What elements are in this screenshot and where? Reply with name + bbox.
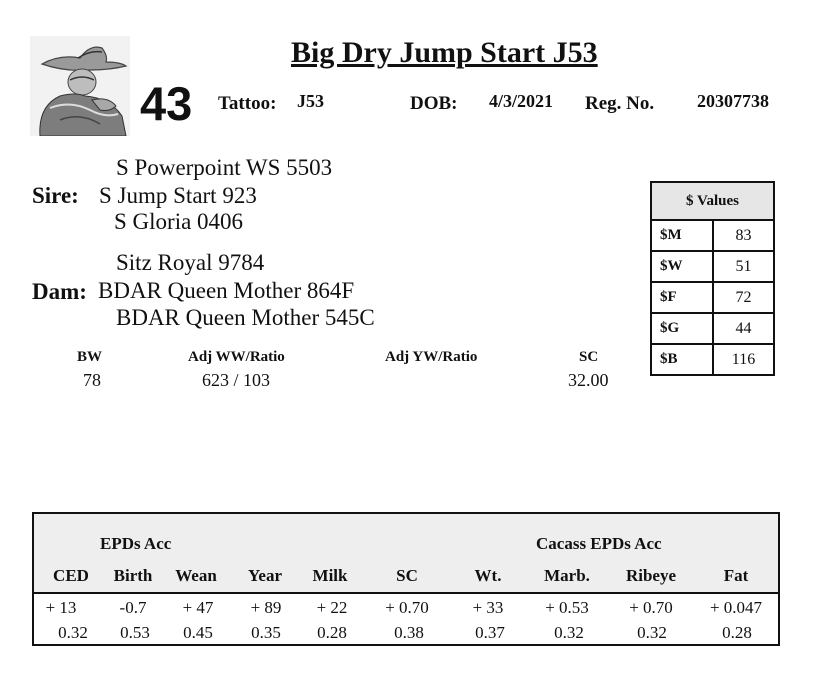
epd-column-header: Marb.	[544, 566, 590, 585]
sire-name: S Jump Start 923	[99, 183, 257, 208]
sire-label: Sire:	[32, 183, 79, 208]
epd-accuracy: 0.37	[475, 623, 505, 642]
epd-accuracy: 0.32	[554, 623, 584, 642]
dollar-value: 44	[713, 313, 774, 344]
epd-value: + 22	[316, 598, 348, 617]
animal-name-title: Big Dry Jump Start J53	[291, 36, 598, 69]
table-row	[651, 344, 774, 375]
epd-value: + 33	[472, 598, 504, 617]
table-row	[651, 251, 774, 282]
reg-no-value: 20307738	[697, 91, 769, 111]
epd-column-header: CED	[53, 566, 89, 585]
dollar-values-table	[650, 181, 775, 376]
dob-value: 4/3/2021	[489, 91, 554, 111]
dollar-value: 72	[713, 282, 774, 313]
epd-accuracy: 0.28	[722, 623, 752, 642]
epd-column-header: Ribeye	[625, 566, 677, 585]
epd-column-header: SC	[396, 566, 418, 585]
epd-column-header: Birth	[113, 566, 153, 585]
dollar-value: 83	[713, 220, 774, 251]
dollar-value-label: $G	[651, 313, 713, 344]
adj-yw-label: Adj YW/Ratio	[385, 349, 478, 365]
dollar-value-label: $F	[651, 282, 713, 313]
dollar-value-label: $B	[651, 344, 713, 375]
epd-value: + 0.53	[545, 598, 589, 617]
dam-sire-name: Sitz Royal 9784	[116, 250, 265, 275]
epd-group-label: EPDs Acc	[100, 534, 172, 553]
epd-accuracy: 0.45	[183, 623, 213, 642]
epd-value: + 89	[250, 598, 282, 617]
epd-column-header: Year	[248, 566, 282, 585]
tattoo-value: J53	[297, 91, 324, 111]
adj-ww-value: 623 / 103	[202, 370, 271, 390]
epd-column-header: Wt.	[474, 566, 502, 585]
bw-value: 78	[83, 370, 101, 390]
bw-label: BW	[77, 349, 103, 365]
epd-table	[32, 512, 780, 646]
sire-dam-name: S Gloria 0406	[114, 209, 244, 234]
epd-accuracy: 0.53	[120, 623, 150, 642]
dob-label: DOB:	[410, 93, 458, 114]
table-row	[651, 282, 774, 313]
dollar-value-label: $M	[651, 220, 713, 251]
epd-table-header	[34, 514, 778, 594]
dam-label: Dam:	[32, 279, 87, 304]
epd-accuracy: 0.32	[637, 623, 667, 642]
dam-name: BDAR Queen Mother 864F	[98, 278, 355, 303]
epd-column-header: Milk	[312, 566, 348, 585]
adj-ww-label: Adj WW/Ratio	[188, 349, 285, 365]
sire-sire-name: S Powerpoint WS 5503	[116, 155, 333, 180]
dam-dam-name: BDAR Queen Mother 545C	[116, 305, 375, 330]
sc-label: SC	[579, 349, 599, 365]
reg-no-label: Reg. No.	[585, 93, 655, 114]
dollar-value-label: $W	[651, 251, 713, 282]
epd-value: + 0.70	[385, 598, 429, 617]
epd-value: + 47	[182, 598, 214, 617]
epd-value: -0.7	[119, 598, 147, 617]
epd-column-header: Fat	[723, 566, 749, 585]
table-row	[651, 220, 774, 251]
epd-value: + 0.047	[709, 598, 763, 617]
epd-accuracy: 0.28	[317, 623, 347, 642]
epd-accuracy: 0.32	[58, 623, 88, 642]
sc-value: 32.00	[568, 370, 609, 390]
epd-column-header: Wean	[175, 566, 217, 585]
epd-accuracy: 0.35	[251, 623, 281, 642]
lot-number: 43	[140, 77, 193, 130]
epd-accuracy: 0.38	[394, 623, 424, 642]
epd-value: + 13	[45, 598, 77, 617]
cowboy-logo-image	[30, 36, 130, 136]
dollar-values-header: $ Values	[651, 182, 774, 220]
tattoo-label: Tattoo:	[218, 93, 277, 114]
carcass-epd-group-label: Cacass EPDs Acc	[536, 534, 662, 553]
dollar-value: 116	[713, 344, 774, 375]
table-row	[651, 313, 774, 344]
epd-value: + 0.70	[629, 598, 673, 617]
dollar-value: 51	[713, 251, 774, 282]
